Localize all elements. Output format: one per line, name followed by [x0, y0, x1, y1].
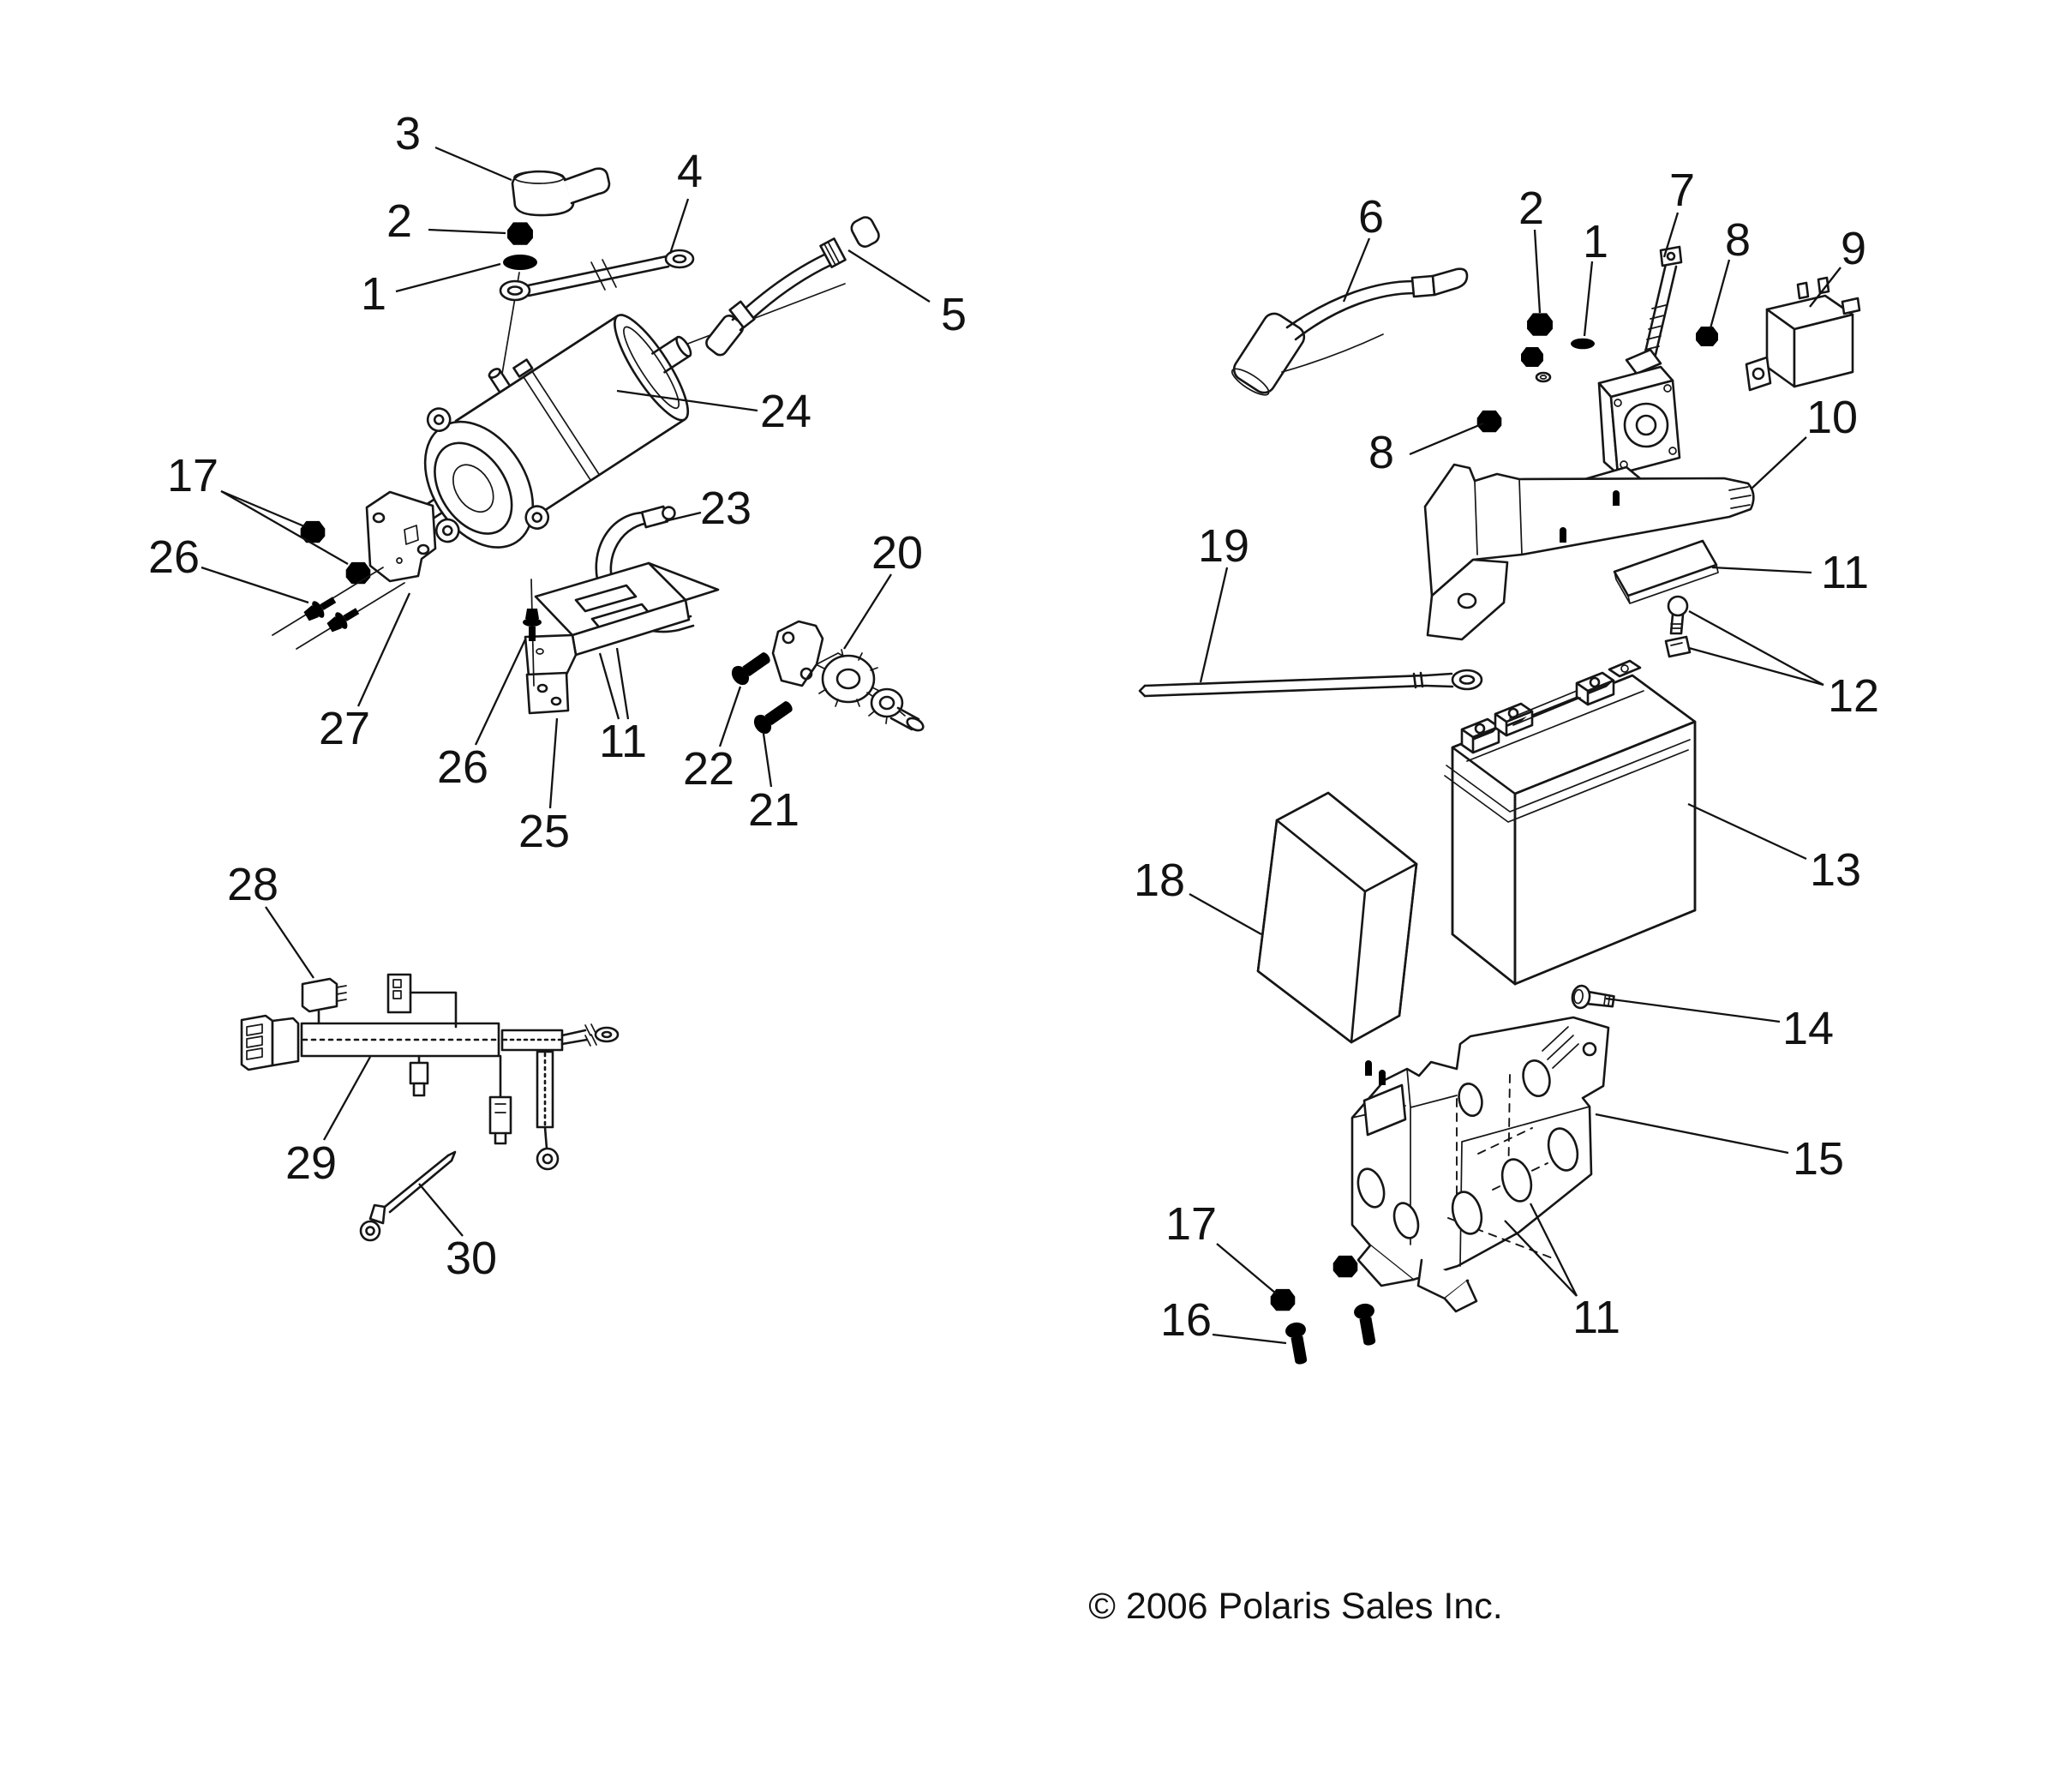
- callout-leader-25: [550, 718, 557, 808]
- solenoid-ring: [1536, 373, 1550, 381]
- bracket-nut: [346, 562, 371, 584]
- motor-bracket: [367, 492, 435, 581]
- callout-leader-19: [1201, 567, 1227, 682]
- callout-label-28: 28: [226, 859, 279, 910]
- callout-leader-10: [1752, 437, 1806, 489]
- insulator-pad: [1614, 541, 1718, 603]
- box-nut: [1333, 1256, 1358, 1277]
- square-nut: [1666, 637, 1690, 657]
- bolt-axis-lines: [272, 567, 404, 649]
- callout-leader-29: [324, 1057, 370, 1140]
- callout-label-2: 2: [1518, 183, 1545, 234]
- callout-label-8: 8: [1724, 214, 1752, 266]
- solenoid-nut: [1527, 313, 1553, 335]
- callout-leader-17: [221, 491, 348, 564]
- callout-label-19: 19: [1197, 520, 1250, 572]
- callout-label-15: 15: [1792, 1133, 1845, 1185]
- callout-label-5: 5: [940, 289, 967, 340]
- callout-leader-22: [720, 687, 740, 747]
- cable-tie: [361, 1152, 455, 1240]
- harness-connector: [302, 979, 346, 1025]
- callout-label-1: 1: [1582, 216, 1609, 267]
- callout-leader-11: [600, 653, 619, 719]
- callout-label-8: 8: [1368, 427, 1395, 478]
- callout-label-12: 12: [1827, 670, 1880, 722]
- solenoid-flange-nut: [1477, 411, 1502, 432]
- callout-leader-17: [221, 491, 304, 526]
- callout-label-27: 27: [318, 703, 371, 754]
- callout-label-17: 17: [166, 450, 219, 501]
- callout-label-9: 9: [1840, 223, 1867, 274]
- callout-label-20: 20: [871, 527, 924, 579]
- battery-box: [1352, 1017, 1608, 1311]
- callout-leader-21: [764, 734, 771, 787]
- callout-leader-1: [1584, 261, 1592, 336]
- callout-label-24: 24: [759, 386, 812, 437]
- callout-leader-1: [396, 264, 500, 291]
- callout-label-2: 2: [386, 195, 413, 247]
- callout-leader-18: [1189, 894, 1261, 934]
- callout-label-14: 14: [1782, 1003, 1835, 1054]
- callout-label-11: 11: [1572, 1292, 1621, 1343]
- copyright-text: © 2006 Polaris Sales Inc.: [1088, 1586, 1503, 1627]
- callout-label-17: 17: [1165, 1198, 1218, 1250]
- callout-label-25: 25: [518, 806, 571, 857]
- callout-leader-15: [1596, 1114, 1788, 1153]
- bracket-bolt: [325, 603, 362, 635]
- callout-label-16: 16: [1159, 1294, 1213, 1346]
- drive-bolt: [751, 696, 797, 737]
- callout-leader-2: [1535, 230, 1540, 313]
- callout-label-21: 21: [747, 784, 800, 836]
- callout-leader-2: [428, 230, 506, 233]
- callout-leader-12: [1689, 611, 1823, 685]
- callout-label-13: 13: [1809, 844, 1862, 896]
- callout-label-10: 10: [1806, 392, 1859, 443]
- callout-leader-4: [670, 199, 688, 254]
- callout-label-26: 26: [147, 531, 201, 583]
- relay: [1746, 278, 1859, 390]
- callout-leader-11: [1530, 1203, 1577, 1296]
- callout-label-1: 1: [360, 268, 387, 320]
- callout-label-6: 6: [1357, 191, 1385, 243]
- callout-leader-20: [844, 574, 891, 649]
- callout-leader-11: [1505, 1221, 1577, 1296]
- callout-leader-14: [1606, 999, 1780, 1022]
- callout-leader-16: [1213, 1335, 1286, 1343]
- callout-label-23: 23: [699, 483, 752, 534]
- starter-mount: [525, 563, 718, 713]
- callout-leader-27: [358, 593, 410, 706]
- callout-leader-13: [1688, 804, 1806, 859]
- callout-label-29: 29: [284, 1137, 338, 1189]
- solenoid-nut: [1521, 347, 1543, 367]
- callout-label-7: 7: [1668, 165, 1696, 216]
- callout-leader-26: [476, 639, 525, 745]
- box-bolt: [1353, 1302, 1380, 1347]
- terminal-boot: [512, 169, 609, 215]
- battery: [1445, 661, 1695, 984]
- drive-bolt: [728, 647, 775, 688]
- callout-leader-3: [435, 147, 512, 180]
- battery-spacer-foam: [1258, 793, 1416, 1042]
- callout-label-11: 11: [1820, 547, 1870, 598]
- callout-leader-12: [1689, 648, 1823, 685]
- callout-label-26: 26: [436, 741, 489, 793]
- box-bolt: [1285, 1321, 1312, 1365]
- callout-leader-26: [201, 567, 308, 603]
- callout-leader-5: [848, 250, 930, 302]
- solenoid-washer: [1571, 339, 1595, 350]
- callout-label-3: 3: [394, 108, 422, 159]
- solenoid-flange-nut: [1696, 327, 1718, 346]
- terminal-washer: [503, 255, 537, 270]
- battery-cable-positive: [1228, 269, 1467, 400]
- callout-leader-17: [1217, 1244, 1276, 1293]
- callout-leader-30: [419, 1184, 463, 1236]
- callout-label-18: 18: [1133, 855, 1186, 906]
- terminal-nut: [507, 222, 533, 244]
- callout-leader-8: [1710, 260, 1729, 328]
- callout-leader-28: [266, 907, 314, 978]
- callout-leader-11: [617, 648, 628, 719]
- callout-leader-8: [1410, 423, 1483, 454]
- callout-label-4: 4: [676, 146, 704, 197]
- callout-label-11: 11: [598, 716, 648, 767]
- bracket-screw: [1668, 597, 1687, 633]
- starter-cable: [686, 214, 882, 357]
- starter-drive: [773, 621, 925, 733]
- callout-label-22: 22: [682, 743, 735, 795]
- callout-leader-11: [1712, 567, 1812, 573]
- starter-solenoid: [1582, 247, 1681, 506]
- callout-label-30: 30: [445, 1233, 498, 1284]
- battery-cable-ground: [1140, 670, 1482, 696]
